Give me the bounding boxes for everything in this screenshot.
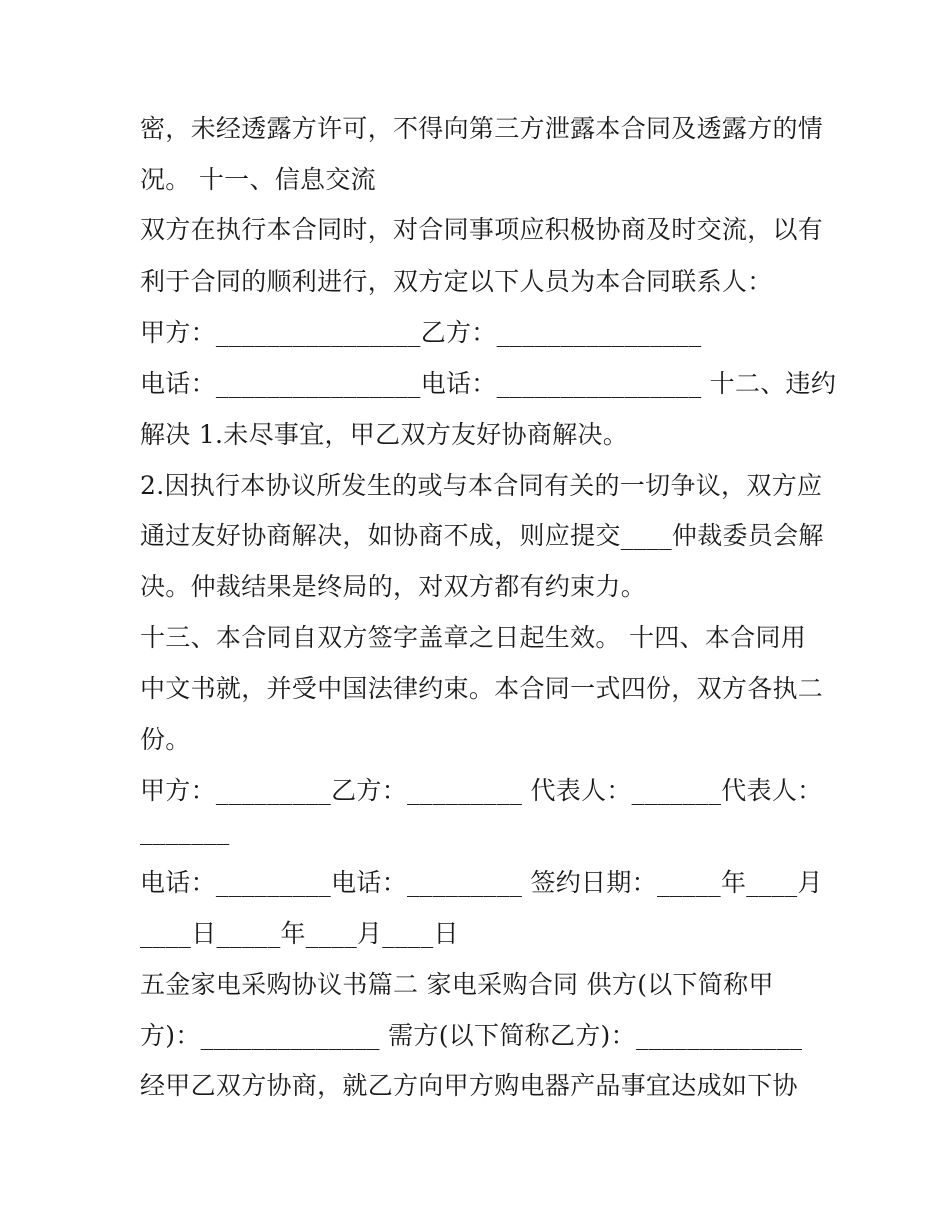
signature-line-date: 电话：_________电话：_________ 签约日期：_____年____月 (140, 868, 823, 897)
text-line: 密，未经透露方许可，不得向第三方泄露本合同及透露方的情 (140, 114, 824, 143)
text-line: 经甲乙双方协商，就乙方向甲方购电器产品事宜达成如下协 (140, 1071, 798, 1100)
text-line: 十三、本合同自双方签字盖章之日起生效。 十四、本合同用 (140, 623, 807, 652)
text-line: 况。 十一、信息交流 (140, 165, 376, 194)
text-line: 解决 1.未尽事宜，甲乙双方友好协商解决。 (140, 420, 629, 449)
text-line: 2.因执行本协议所发生的或与本合同有关的一切争议，双方应 (140, 471, 823, 500)
text-line: 通过友好协商解决，如协商不成，则应提交____仲裁委员会解 (140, 521, 824, 550)
text-line: 利于合同的顺利进行，双方定以下人员为本合同联系人： (140, 267, 773, 296)
signature-line-party: 甲方：_________乙方：_________ 代表人：_______代表人： (140, 776, 823, 805)
text-line: 份。 (140, 725, 191, 754)
text-line: 中文书就，并受中国法律约束。本合同一式四份，双方各执二 (140, 674, 824, 703)
signature-blank: _______ (140, 816, 230, 845)
signature-line-phone: 电话：________________电话：________________ 十二、违约 (140, 369, 837, 398)
text-line: 方)：______________ 需方(以下简称乙方)：_____________ (140, 1021, 803, 1050)
signature-line-date: ____日_____年____月____日 (140, 919, 459, 948)
section-heading-line: 五金家电采购协议书篇二 家电采购合同 供方(以下简称甲 (140, 970, 774, 999)
signature-line-party: 甲方：________________乙方：________________ (140, 318, 702, 347)
text-line: 决。仲裁结果是终局的，对双方都有约束力。 (140, 572, 647, 601)
text-line: 双方在执行本合同时，对合同事项应积极协商及时交流，以有 (140, 215, 824, 244)
